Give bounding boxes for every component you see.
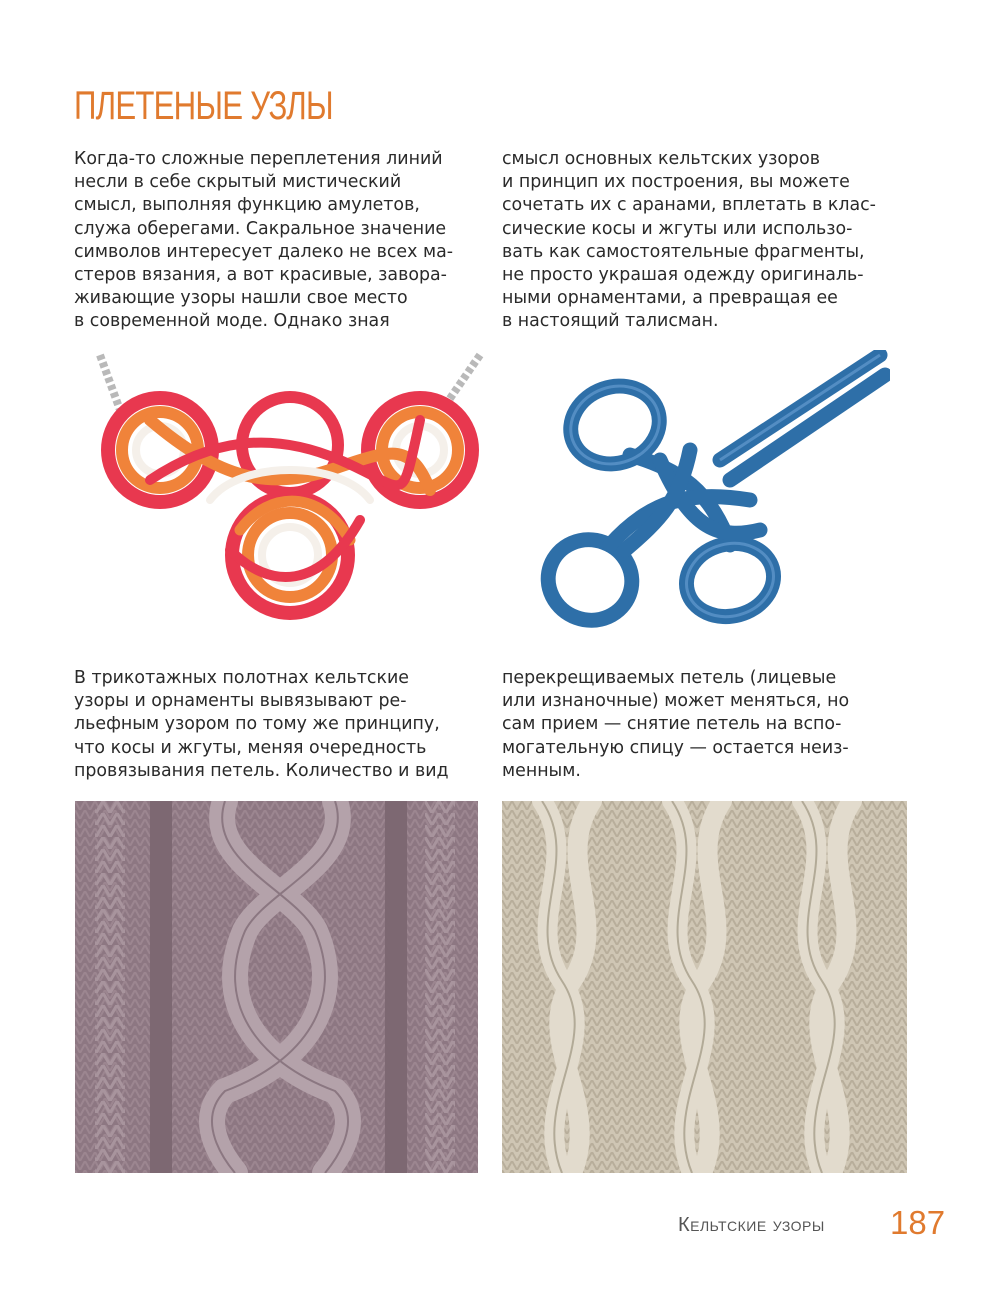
text-line: или изнаночные) может меняться, но: [502, 691, 850, 712]
text-line: смысл, выполняя функцию амулетов,: [74, 195, 420, 216]
text-line: Когда-то сложные переплетения линий: [74, 149, 443, 169]
purple-knit-swatch-image: [75, 801, 478, 1173]
text-line: узоры и орнаменты вывязывают ре-: [74, 691, 407, 712]
blue-knot-image: [530, 350, 890, 640]
text-line: смысл основных кельтских узоров: [502, 149, 820, 169]
text-line: сам прием — снятие петель на вспо-: [502, 714, 842, 735]
intro-paragraph-right: [502, 148, 876, 334]
text-line: в настоящий талисман.: [502, 311, 719, 332]
text-line: символов интересует далеко не всех ма-: [74, 241, 454, 262]
text-line: могательную спицу — остается неиз-: [502, 737, 849, 758]
text-line: в современной моде. Однако зная: [74, 311, 390, 332]
text-line: ными орнаментами, а превращая ее: [502, 288, 838, 309]
beige-knit-swatch-image: [502, 801, 907, 1173]
knot-necklace-image: [90, 350, 490, 640]
text-line: менным.: [502, 760, 581, 781]
text-line: стеров вязания, а вот красивые, завора-: [74, 265, 447, 286]
text-line: сические косы и жгуты или использо-: [502, 218, 853, 239]
intro-paragraph-left: [74, 148, 453, 334]
text-line: сочетать их с аранами, вплетать в клас-: [502, 195, 876, 216]
text-line: льефным узором по тому же принципу,: [74, 714, 440, 735]
text-line: перекрещиваемых петель (лицевые: [502, 668, 837, 688]
text-line: живающие узоры нашли свое место: [74, 288, 408, 309]
text-line: вать как самостоятельные фрагменты,: [502, 241, 865, 262]
body-paragraph-left: [74, 667, 449, 783]
text-line: В трикотажных полотнах кельтские: [74, 668, 409, 688]
text-line: и принцип их построения, вы можете: [502, 172, 850, 193]
footer-section-label: Кельтские узоры: [678, 1214, 825, 1236]
page-number: 187: [890, 1204, 946, 1241]
text-line: что косы и жгуты, меняя очередность: [74, 737, 427, 758]
text-line: провязывания петель. Количество и вид: [74, 760, 449, 781]
page-heading: ПЛЕТЕНЫЕ УЗЛЫ: [74, 84, 333, 128]
text-line: не просто украшая одежду оригиналь-: [502, 265, 864, 286]
text-line: несли в себе скрытый мистический: [74, 172, 402, 193]
body-paragraph-right: [502, 667, 849, 783]
text-line: служа оберегами. Сакральное значение: [74, 218, 447, 239]
